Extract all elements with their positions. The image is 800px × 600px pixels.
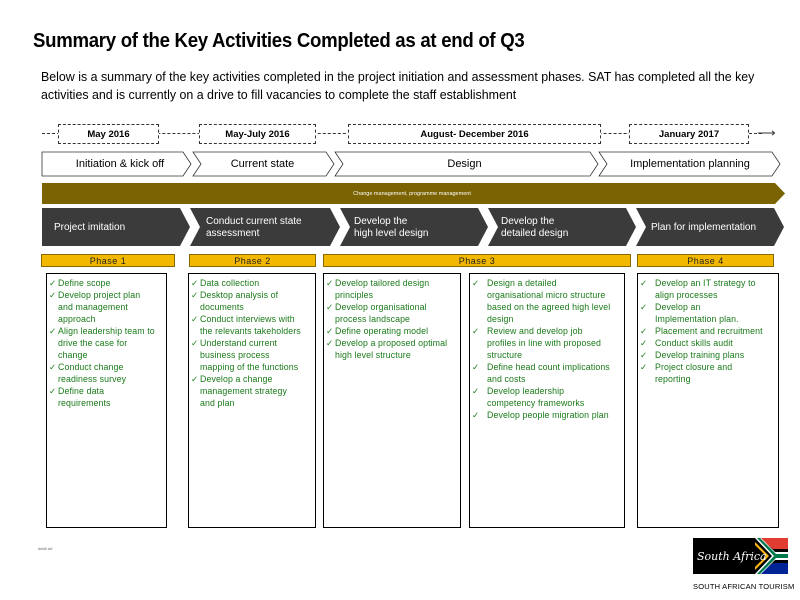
activities-phase-1: [46, 273, 167, 528]
activity-text: Placement and recruitment: [655, 326, 763, 336]
activity-text: principles: [335, 290, 374, 300]
activity-text: design: [487, 314, 514, 324]
checkmark-icon: ✓: [191, 374, 199, 384]
checkmark-icon: ✓: [640, 362, 648, 372]
activity-text: drive the case for: [58, 338, 128, 348]
checkmark-icon: ✓: [49, 278, 57, 288]
logo-caption: SOUTH AFRICAN TOURISM: [693, 582, 795, 591]
activity-text: Design a detailed: [487, 278, 557, 288]
workstream-project-initiation: [54, 222, 125, 234]
activity-text: Conduct skills audit: [655, 338, 733, 348]
checkmark-icon: ✓: [640, 302, 648, 312]
activity-item: [472, 385, 622, 409]
activity-text: Develop tailored design: [335, 278, 430, 288]
phase-2-badge: Phase 2: [189, 254, 316, 267]
activity-text: Align leadership team to: [58, 326, 155, 336]
activity-text: reporting: [655, 374, 691, 384]
stage-implementation-planning: Implementation planning: [630, 158, 750, 170]
activity-text: Desktop analysis of: [200, 290, 279, 300]
checkmark-icon: ✓: [49, 326, 57, 336]
workstream-label-line: Conduct current state: [206, 216, 302, 227]
activity-text: Understand current: [200, 338, 278, 348]
activity-text: and management: [58, 302, 128, 312]
activity-item: [326, 301, 458, 325]
activity-text: based on the agreed high level: [487, 302, 611, 312]
activity-item: [640, 337, 776, 349]
activity-item: [191, 373, 313, 409]
checkmark-icon: ✓: [640, 326, 648, 336]
checkmark-icon: ✓: [472, 278, 480, 288]
checkmark-icon: ✓: [191, 278, 199, 288]
workstream-detailed-design: [501, 216, 568, 240]
checkmark-icon: ✓: [326, 338, 334, 348]
activity-text: Implementation plan.: [655, 314, 739, 324]
checkmark-icon: ✓: [472, 326, 480, 336]
checkmark-icon: ✓: [191, 314, 199, 324]
activity-list: [472, 277, 622, 421]
checkmark-icon: ✓: [191, 290, 199, 300]
activity-list: [640, 277, 776, 385]
activity-text: organisational micro structure: [487, 290, 606, 300]
activity-text: Develop leadership: [487, 386, 565, 396]
south-africa-logo: [693, 538, 788, 574]
activity-text: align processes: [655, 290, 718, 300]
checkmark-icon: ✓: [640, 278, 648, 288]
checkmark-icon: ✓: [49, 290, 57, 300]
svg-text:South Africa: South Africa: [697, 550, 767, 563]
activity-text: requirements: [58, 398, 111, 408]
activity-item: [472, 409, 622, 421]
checkmark-icon: ✓: [472, 362, 480, 372]
workstream-high-level-design: [354, 216, 429, 240]
stage-design: Design: [447, 158, 482, 170]
activity-text: Project closure and: [655, 362, 733, 372]
activity-list: [49, 277, 164, 409]
activity-text: Conduct change: [58, 362, 124, 372]
activity-item: [472, 361, 622, 385]
activity-text: structure: [487, 350, 523, 360]
activity-text: high level structure: [335, 350, 411, 360]
timeline-aug-dec-2016: August- December 2016: [348, 124, 601, 144]
page-title: Summary of the Key Activities Completed as at end of Q3: [33, 30, 525, 52]
phase-4-badge: Phase 4: [637, 254, 774, 267]
workstream-label-line: assessment: [206, 228, 260, 239]
activity-text: Develop a change: [200, 374, 273, 384]
activity-text: and plan: [200, 398, 235, 408]
timeline-may-july-2016: May-July 2016: [199, 124, 316, 144]
activity-text: readiness survey: [58, 374, 127, 384]
activity-text: Develop an: [655, 302, 701, 312]
checkmark-icon: ✓: [326, 302, 334, 312]
activity-item: [49, 361, 164, 385]
timeline-jan-2017: January 2017: [629, 124, 749, 144]
activity-text: and costs: [487, 374, 526, 384]
summary-text: Below is a summary of the key activities completed in the project initiation and assessment phases. SAT has completed all the key activities and is currently on a drive to fill vacancies to complete the staff establishment: [41, 69, 755, 102]
activity-text: Develop people migration plan: [487, 410, 609, 420]
activity-text: change: [58, 350, 88, 360]
footnote: #### ##: [38, 546, 53, 551]
phase-3-badge: Phase 3: [323, 254, 631, 267]
activity-item: [640, 349, 776, 361]
activity-text: Define head count implications: [487, 362, 610, 372]
activity-text: profiles in line with proposed: [487, 338, 602, 348]
activity-item: [49, 277, 164, 289]
checkmark-icon: ✓: [326, 326, 334, 336]
timeline-may-2016: May 2016: [58, 124, 159, 144]
activity-text: process landscape: [335, 314, 411, 324]
checkmark-icon: ✓: [326, 278, 334, 288]
activity-item: [472, 325, 622, 361]
activity-item: [640, 277, 776, 301]
checkmark-icon: ✓: [49, 386, 57, 396]
workstream-label: Plan for implementation: [651, 222, 757, 233]
activity-text: approach: [58, 314, 96, 324]
activities-detailed-design: [469, 273, 625, 528]
activity-item: [191, 277, 313, 289]
activity-text: Review and develop job: [487, 326, 583, 336]
workstream-label-line: detailed design: [501, 228, 569, 239]
activity-text: Define operating model: [335, 326, 429, 336]
stage-current-state: Current state: [230, 158, 295, 170]
activity-item: [49, 385, 164, 409]
activity-item: [326, 337, 458, 361]
activity-list: [326, 277, 458, 361]
activities-high-level-design: [323, 273, 461, 528]
activity-text: management strategy: [200, 386, 287, 396]
programme-band-label: Change management, programme management: [353, 190, 471, 197]
activity-text: Data collection: [200, 278, 260, 288]
activity-text: Develop project plan: [58, 290, 141, 300]
activity-text: Develop an IT strategy to: [655, 278, 756, 288]
activity-text: Develop training plans: [655, 350, 745, 360]
activity-item: [640, 301, 776, 325]
activity-text: Develop a proposed optimal: [335, 338, 448, 348]
workstream-label: Project imitation: [54, 222, 126, 233]
activity-text: mapping of the functions: [200, 362, 299, 372]
checkmark-icon: ✓: [191, 338, 199, 348]
activity-item: [640, 325, 776, 337]
phase-1-badge: Phase 1: [41, 254, 175, 267]
activity-list: [191, 277, 313, 409]
workstream-plan-implementation: [651, 222, 756, 234]
activities-phase-2: [188, 273, 316, 528]
activity-item: [191, 289, 313, 313]
activity-text: Conduct interviews with: [200, 314, 295, 324]
activity-text: Develop organisational: [335, 302, 427, 312]
workstream-label-line: high level design: [354, 228, 429, 239]
activity-text: Define data: [58, 386, 105, 396]
activity-text: business process: [200, 350, 270, 360]
activity-item: [640, 361, 776, 385]
activity-item: [191, 337, 313, 373]
checkmark-icon: ✓: [472, 410, 480, 420]
checkmark-icon: ✓: [49, 362, 57, 372]
activities-phase-4: [637, 273, 779, 528]
activity-item: [326, 325, 458, 337]
workstream-label-line: Develop the: [354, 216, 408, 227]
activity-item: [191, 313, 313, 337]
activity-text: competency frameworks: [487, 398, 585, 408]
workstream-label-line: Develop the: [501, 216, 555, 227]
activity-text: the relevants takeholders: [200, 326, 301, 336]
activity-text: documents: [200, 302, 244, 312]
activity-item: [49, 325, 164, 361]
workstream-current-state: [206, 216, 302, 240]
checkmark-icon: ✓: [472, 386, 480, 396]
checkmark-icon: ✓: [640, 350, 648, 360]
activity-item: [472, 277, 622, 325]
activity-item: [49, 289, 164, 325]
activity-item: [326, 277, 458, 301]
checkmark-icon: ✓: [640, 338, 648, 348]
activity-text: Define scope: [58, 278, 111, 288]
timeline-arrow-icon: ⟶: [757, 125, 776, 140]
stage-initiation: Initiation & kick off: [75, 158, 165, 170]
